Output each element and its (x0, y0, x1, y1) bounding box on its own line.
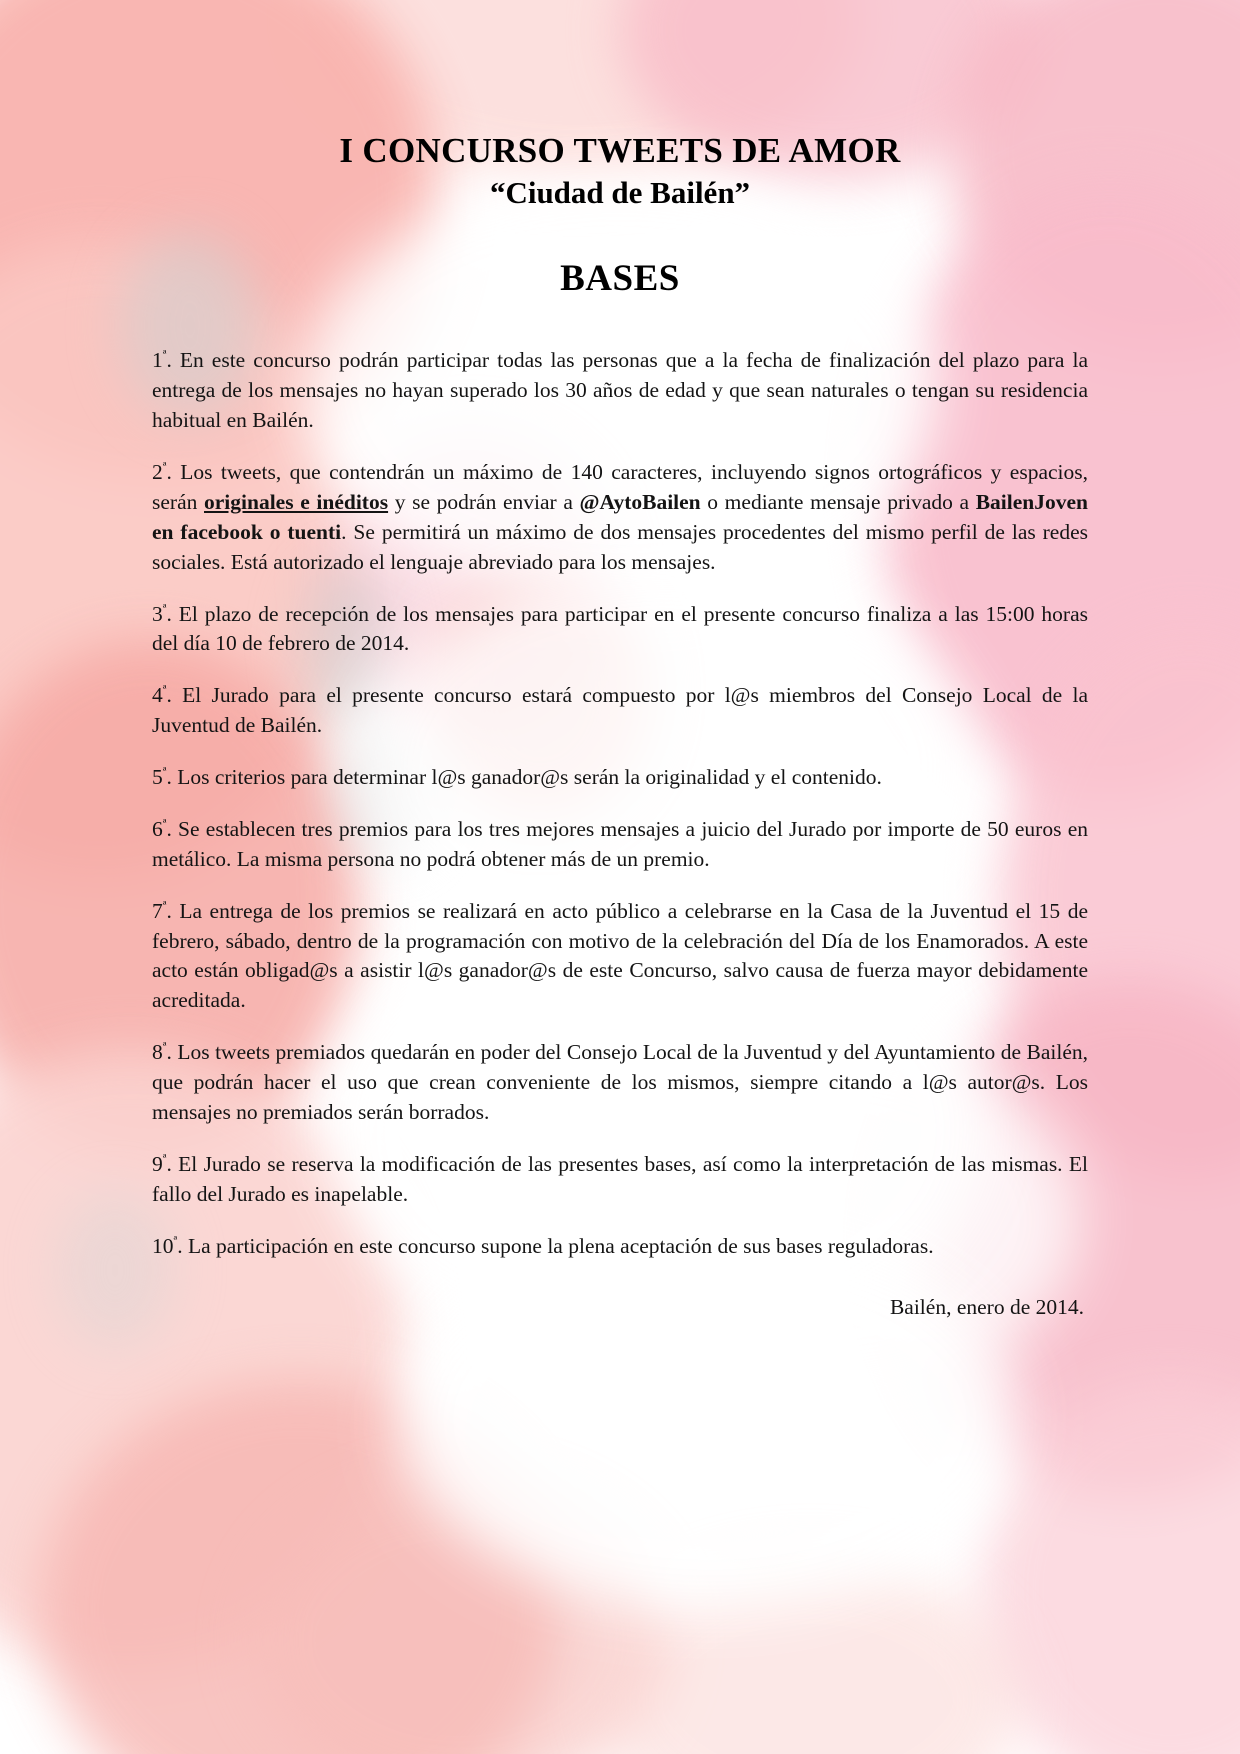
rule-text: . Los criterios para determinar l@s ganador@s serán la originalidad y el contenido. (166, 765, 882, 790)
rule-ordinal-suffix: ª (162, 682, 167, 698)
rule-ordinal-suffix: ª (162, 1150, 167, 1166)
rule-text: . Los tweets premiados quedarán en poder del Consejo Local de la Juventud y del Ayuntamiento de Bailén, que podrán hacer el uso que crean conveniente de los mismos, siempre citando a l@s autor@s. Los mensajes no premiados serán borrados. (152, 1040, 1088, 1124)
rule-number: 8 (152, 1040, 163, 1065)
rule-ordinal-suffix: ª (162, 347, 167, 363)
rule-number: 2 (152, 460, 163, 485)
rule-ordinal (152, 460, 166, 484)
rule-ordinal-suffix: ª (173, 1232, 178, 1248)
rule-number: 1 (152, 348, 163, 373)
rule-ordinal (152, 683, 166, 707)
rule-ordinal-suffix: ª (162, 897, 167, 913)
rule-ordinal (152, 348, 166, 372)
emphasis-bold: BailenJoven en facebook o tuenti (152, 489, 1088, 544)
document-header (152, 130, 1088, 300)
rule-ordinal-suffix: ª (162, 815, 167, 831)
rule-ordinal-suffix: ª (162, 763, 167, 779)
rule-ordinal-suffix: ª (162, 600, 167, 616)
rule-paragraph (152, 346, 1088, 436)
rule-text: . El Jurado para el presente concurso estará compuesto por l@s miembros del Consejo Local de la Juventud de Bailén. (152, 683, 1088, 738)
rule-number: 4 (152, 683, 163, 708)
rule-ordinal (152, 1234, 177, 1258)
rule-text: o mediante mensaje privado a (700, 489, 976, 514)
rule-text: y se podrán enviar a (388, 489, 580, 514)
rule-ordinal (152, 899, 166, 923)
emphasis-bold: @AytoBailen (579, 489, 701, 514)
rule-text: . Se permitirá un máximo de dos mensajes procedentes del mismo perfil de las redes sociales. Está autorizado el lenguaje abreviado para los mensajes. (152, 519, 1088, 574)
rule-number: 9 (152, 1151, 163, 1176)
signature-line: Bailén, enero de 2014. (889, 1295, 1084, 1320)
rule-paragraph (152, 1232, 1088, 1262)
rule-paragraph (152, 1038, 1088, 1128)
rule-ordinal-suffix: ª (162, 458, 167, 474)
rule-number: 3 (152, 601, 163, 626)
rule-ordinal-suffix: ª (162, 1039, 167, 1055)
rule-text: . Los tweets, que contendrán un máximo de 140 caracteres, incluyendo signos ortográficos y espacios, serán (152, 460, 1088, 514)
rule-paragraph (152, 458, 1088, 578)
emphasis-bold-underline: originales e inéditos (204, 489, 389, 514)
rule-ordinal (152, 602, 166, 626)
rule-paragraph (152, 815, 1088, 875)
rule-text: . El Jurado se reserva la modificación de las presentes bases, así como la interpretación de las mismas. El fallo del Jurado es inapelable. (152, 1151, 1088, 1206)
rule-text: . La participación en este concurso supone la plena aceptación de sus bases reguladoras. (177, 1233, 934, 1258)
rule-number: 10 (152, 1233, 174, 1258)
rule-number: 6 (152, 816, 163, 841)
rule-paragraph (152, 681, 1088, 741)
rule-ordinal (152, 817, 166, 841)
rule-paragraph (152, 600, 1088, 660)
page-subtitle: “Ciudad de Bailén” (489, 175, 751, 211)
rule-text: . El plazo de recepción de los mensajes para participar en el presente concurso finaliza a las 15:00 horas del día 10 de febrero de 2014. (152, 601, 1088, 656)
section-heading: BASES (560, 258, 680, 300)
rule-number: 5 (152, 765, 163, 790)
rule-text: . La entrega de los premios se realizará en acto público a celebrarse en la Casa de la Juventud el 15 de febrero, sábado, dentro de la programación con motivo de la celebración del Día de los Enamorados. A este acto están obligad@s a asistir l@s ganador@s de este Concurso, salvo causa de fuerza mayor debidamente acreditada. (152, 898, 1088, 1013)
rule-text: . Se establecen tres premios para los tres mejores mensajes a juicio del Jurado por importe de 50 euros en metálico. La misma persona no podrá obtener más de un premio. (152, 816, 1088, 871)
rule-ordinal (152, 1040, 166, 1064)
rule-paragraph (152, 897, 1088, 1017)
rule-text: . En este concurso podrán participar todas las personas que a la fecha de finalización del plazo para la entrega de los mensajes no hayan superado los 30 años de edad y que sean naturales o tengan su residencia habitual en Bailén. (152, 348, 1088, 433)
rule-ordinal (152, 765, 166, 789)
page-title: I CONCURSO TWEETS DE AMOR (339, 131, 901, 170)
rule-paragraph (152, 763, 1088, 793)
rules-list (152, 346, 1088, 1261)
rule-ordinal (152, 1152, 166, 1176)
rule-paragraph (152, 1150, 1088, 1210)
rule-number: 7 (152, 898, 163, 923)
